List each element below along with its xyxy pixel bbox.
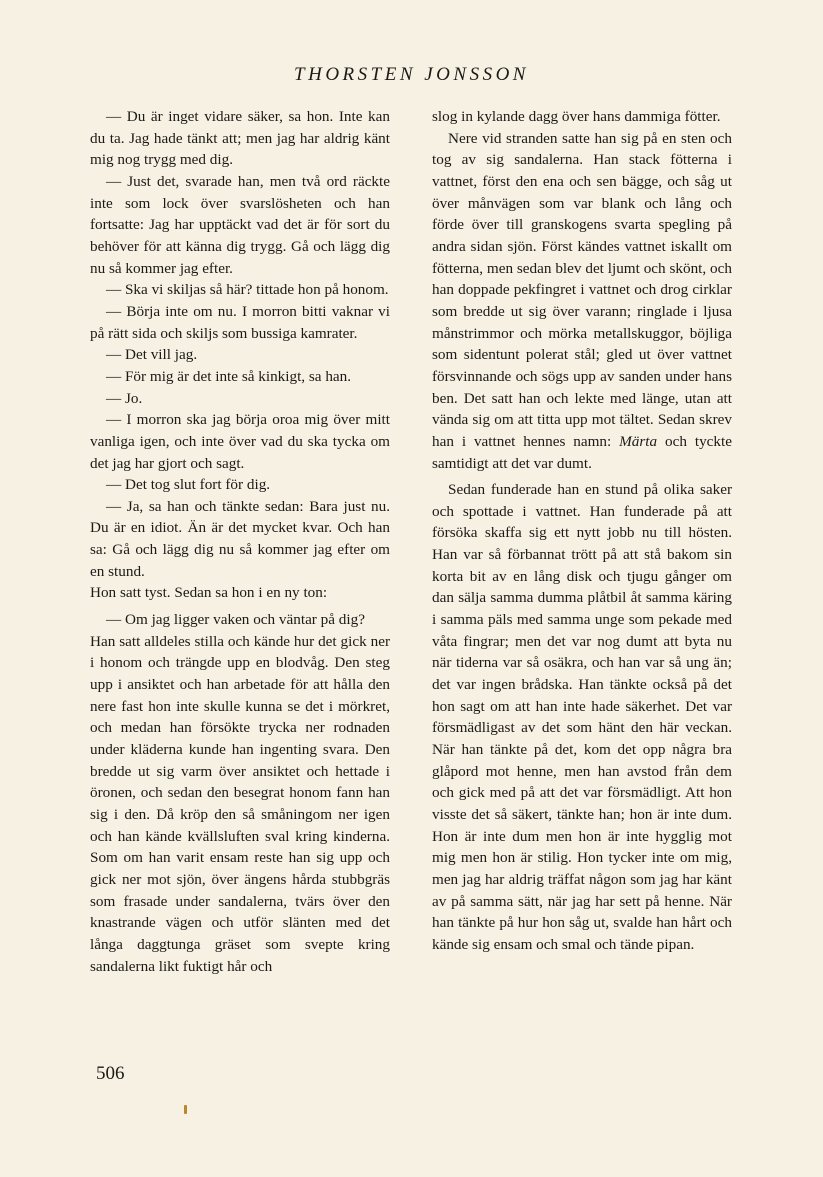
paragraph-text: Nere vid stranden satte han sig på en sten och tog av sig sandalerna. Han stack fötterna i vattnet, först den ena och sen bägge, och såg ut över månvägen som var blank och lång och förde över till granskogens svarta spegling på andra sidan sjön. Först kändes vattnet iskallt om fötterna, men sedan blev det ljumt och skönt, och han doppade pekfingret i vattnet och drog cirklar som bredde ut sig över varann; ringlade i ljusa månstrimmor och mörka metallskuggor, böjliga som sidentunt polerat stål; gled ut över vattnet försvinnande och sögs upp av sanden under hans ben. Det satt han och lekte med länge, utan att vända sig om att titta upp mot tältet. Sedan skrev han i vattnet hennes namn: [432,129,732,450]
paragraph: — Om jag ligger vaken och väntar på dig? [106,611,365,629]
paragraph [432,128,732,475]
paragraph: slog in kylande dagg över hans dammiga fötter. [432,108,721,125]
paragraph-text: och tyckte samtidigt att det var dumt. [432,432,732,472]
paragraph: Sedan funderade han en stund på olika saker och spottade i vattnet. Han funderade på att försöka skaffa sig ett nytt jobb nu till hösten. Han var så förbannat trött på att stå bakom sin korta bit av en lång disk och tjugu gånger om dan sälja samma dumma plåtbil åt samma käring i samma päls med samma unge som pekade med våta fingrar; men det var nog dumt att byta nu när tiderna var så osäkra, och han var så ung än; det var ingen brådska. Han tänkte också på det hon sagt om att han inte hade säkerhet. Det var försmädligast av det som hänt den här veckan. När han tänkte på det, kom det opp några bra glåpord mot henne, men han avstod från dem och gick med på att det var försmädligt. Att hon visste det så säkert, tänkte han; hon är inte dum. Hon är inte dum men hon är inte hygglig mot mig men hon är stilig. Hon tycker inte om mig, men jag har aldrig träffat någon som jag har känt av på samma sätt, när jag har sett på henne. När han tänkte på hur hon såg ut, svalde han hårt och kände sig ensam och smal och tände pipan. [432,481,732,953]
ink-speck [184,1105,187,1114]
paragraph: Hon satt tyst. Sedan sa hon i en ny ton: [90,584,328,602]
paragraph: — I morron ska jag börja oroa mig över mitt vanliga igen, och inte över vad du ska tycka om det jag har gjort och sagt. [90,411,390,472]
paragraph: — Du är inget vidare säker, sa hon. Inte kan du ta. Jag hade tänkt att; men jag har aldrig känt mig nog trygg med dig. [90,108,390,169]
paragraph: — Ja, sa han och tänkte sedan: Bara just nu. Du är en idiot. Än är det mycket kvar. Och han sa: Gå och lägg dig nu så kommer jag efter om en stund. [90,497,390,580]
emphasized-name: Märta [619,432,658,450]
paragraph: — För mig är det inte så kinkigt, sa han. [106,367,352,385]
page-number: 506 [96,1063,125,1084]
left-column [90,106,390,977]
paragraph: — Börja inte om nu. I morron bitti vaknar vi på rätt sida och skiljs som bussiga kamrater. [90,302,390,342]
paragraph: — Det vill jag. [106,346,198,364]
paragraph: — Det tog slut fort för dig. [106,476,271,494]
paragraph: — Jo. [106,389,143,407]
paragraph: — Just det, svarade han, men två ord räckte inte som lock över svarslösheten och han fortsatte: Jag har upptäckt vad det är för sort du behöver för att känna dig trygg. Gå och lägg dig nu så kommer jag efter. [90,172,390,277]
right-column [432,106,732,956]
paragraph: — Ska vi skiljas så här? tittade hon på honom. [106,281,389,299]
paragraph: Han satt alldeles stilla och kände hur det gick ner i honom och trängde upp en blodvåg. Den steg upp i ansiktet och han arbetade för att hålla den nere fast hon inte skulle kunna se det i mörkret, och medan han försökte trycka ner rodnaden under kläderna kunde han ingenting svara. Den bredde ut sig varm över ansiktet och hettade i öronen, och sedan den besegrat honom fann han sig i den. Då kröp den så småningom ner igen och han kände kvällsluften sval kring kinderna. Som om han varit ensam reste han sig upp och gick ner mot sjön, över ängens hårda stubbgräs som frasade under sandalerna, tvärs över den knastrande vägen och utför slänten med det långa daggtunga gräset som svepte kring sandalerna likt fuktigt hår och [90,632,390,975]
running-head: THORSTEN JONSSON [294,64,529,85]
